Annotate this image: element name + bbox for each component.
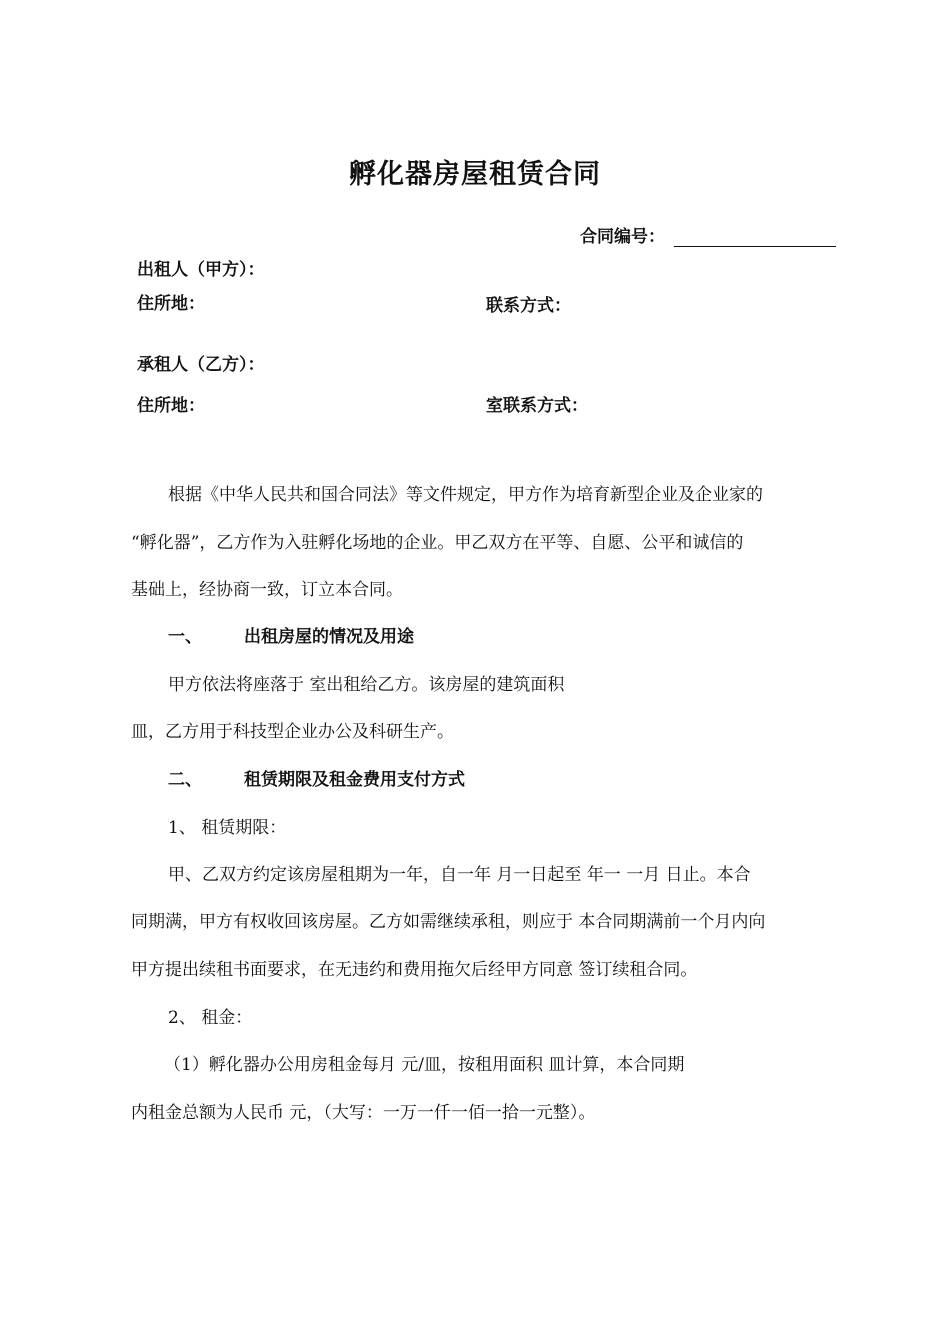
preamble-line: 基础上，经协商一致，订立本合同。 xyxy=(131,580,403,600)
page-title: 孵化器房屋租赁合同 xyxy=(349,159,601,190)
section-2-line: 内租金总额为人民币 元，（大写：一万一仟一佰一拾一元整）。 xyxy=(131,1103,596,1123)
party-b-contact-label: 室联系方式： xyxy=(486,396,588,416)
section-2-number: 二、 xyxy=(168,770,202,790)
section-1-number: 一、 xyxy=(168,627,202,647)
section-2-line: 甲方提出续租书面要求，在无违约和费用拖欠后经甲方同意 签订续租合同。 xyxy=(131,960,698,980)
party-b-address-label: 住所地： xyxy=(137,396,205,416)
party-b-label: 承租人（乙方）： xyxy=(137,355,265,375)
lease-term-heading: 1、 租赁期限： xyxy=(168,818,287,838)
contract-number-blank xyxy=(674,246,836,247)
party-a-label: 出租人（甲方）： xyxy=(137,260,265,280)
section-2-line: 甲、乙双方约定该房屋租期为一年，自一年 月一日起至 年一 一月 日止。本合 xyxy=(168,865,751,885)
contract-number-label: 合同编号： xyxy=(580,227,665,247)
section-1-line: 皿，乙方用于科技型企业办公及科研生产。 xyxy=(131,722,454,742)
preamble-line: “孵化器”，乙方作为入驻孵化场地的企业。甲乙双方在平等、自愿、公平和诚信的 xyxy=(131,533,744,553)
section-2-line: （1）孵化器办公用房租金每月 元/皿，按租用面积 皿计算，本合同期 xyxy=(164,1055,685,1075)
section-2-line: 同期满，甲方有权收回该房屋。乙方如需继续承租，则应于 本合同期满前一个月内向 xyxy=(131,912,766,932)
section-1-line: 甲方依法将座落于 室出租给乙方。该房屋的建筑面积 xyxy=(168,675,565,695)
rent-heading: 2、 租金： xyxy=(168,1008,253,1028)
party-a-address-label: 住所地： xyxy=(137,294,205,314)
section-1-title: 出租房屋的情况及用途 xyxy=(244,627,414,647)
party-a-contact-label: 联系方式： xyxy=(486,296,571,316)
section-2-title: 租赁期限及租金费用支付方式 xyxy=(244,770,465,790)
preamble-line: 根据《中华人民共和国合同法》等文件规定，甲方作为培育新型企业及企业家的 xyxy=(168,485,763,505)
